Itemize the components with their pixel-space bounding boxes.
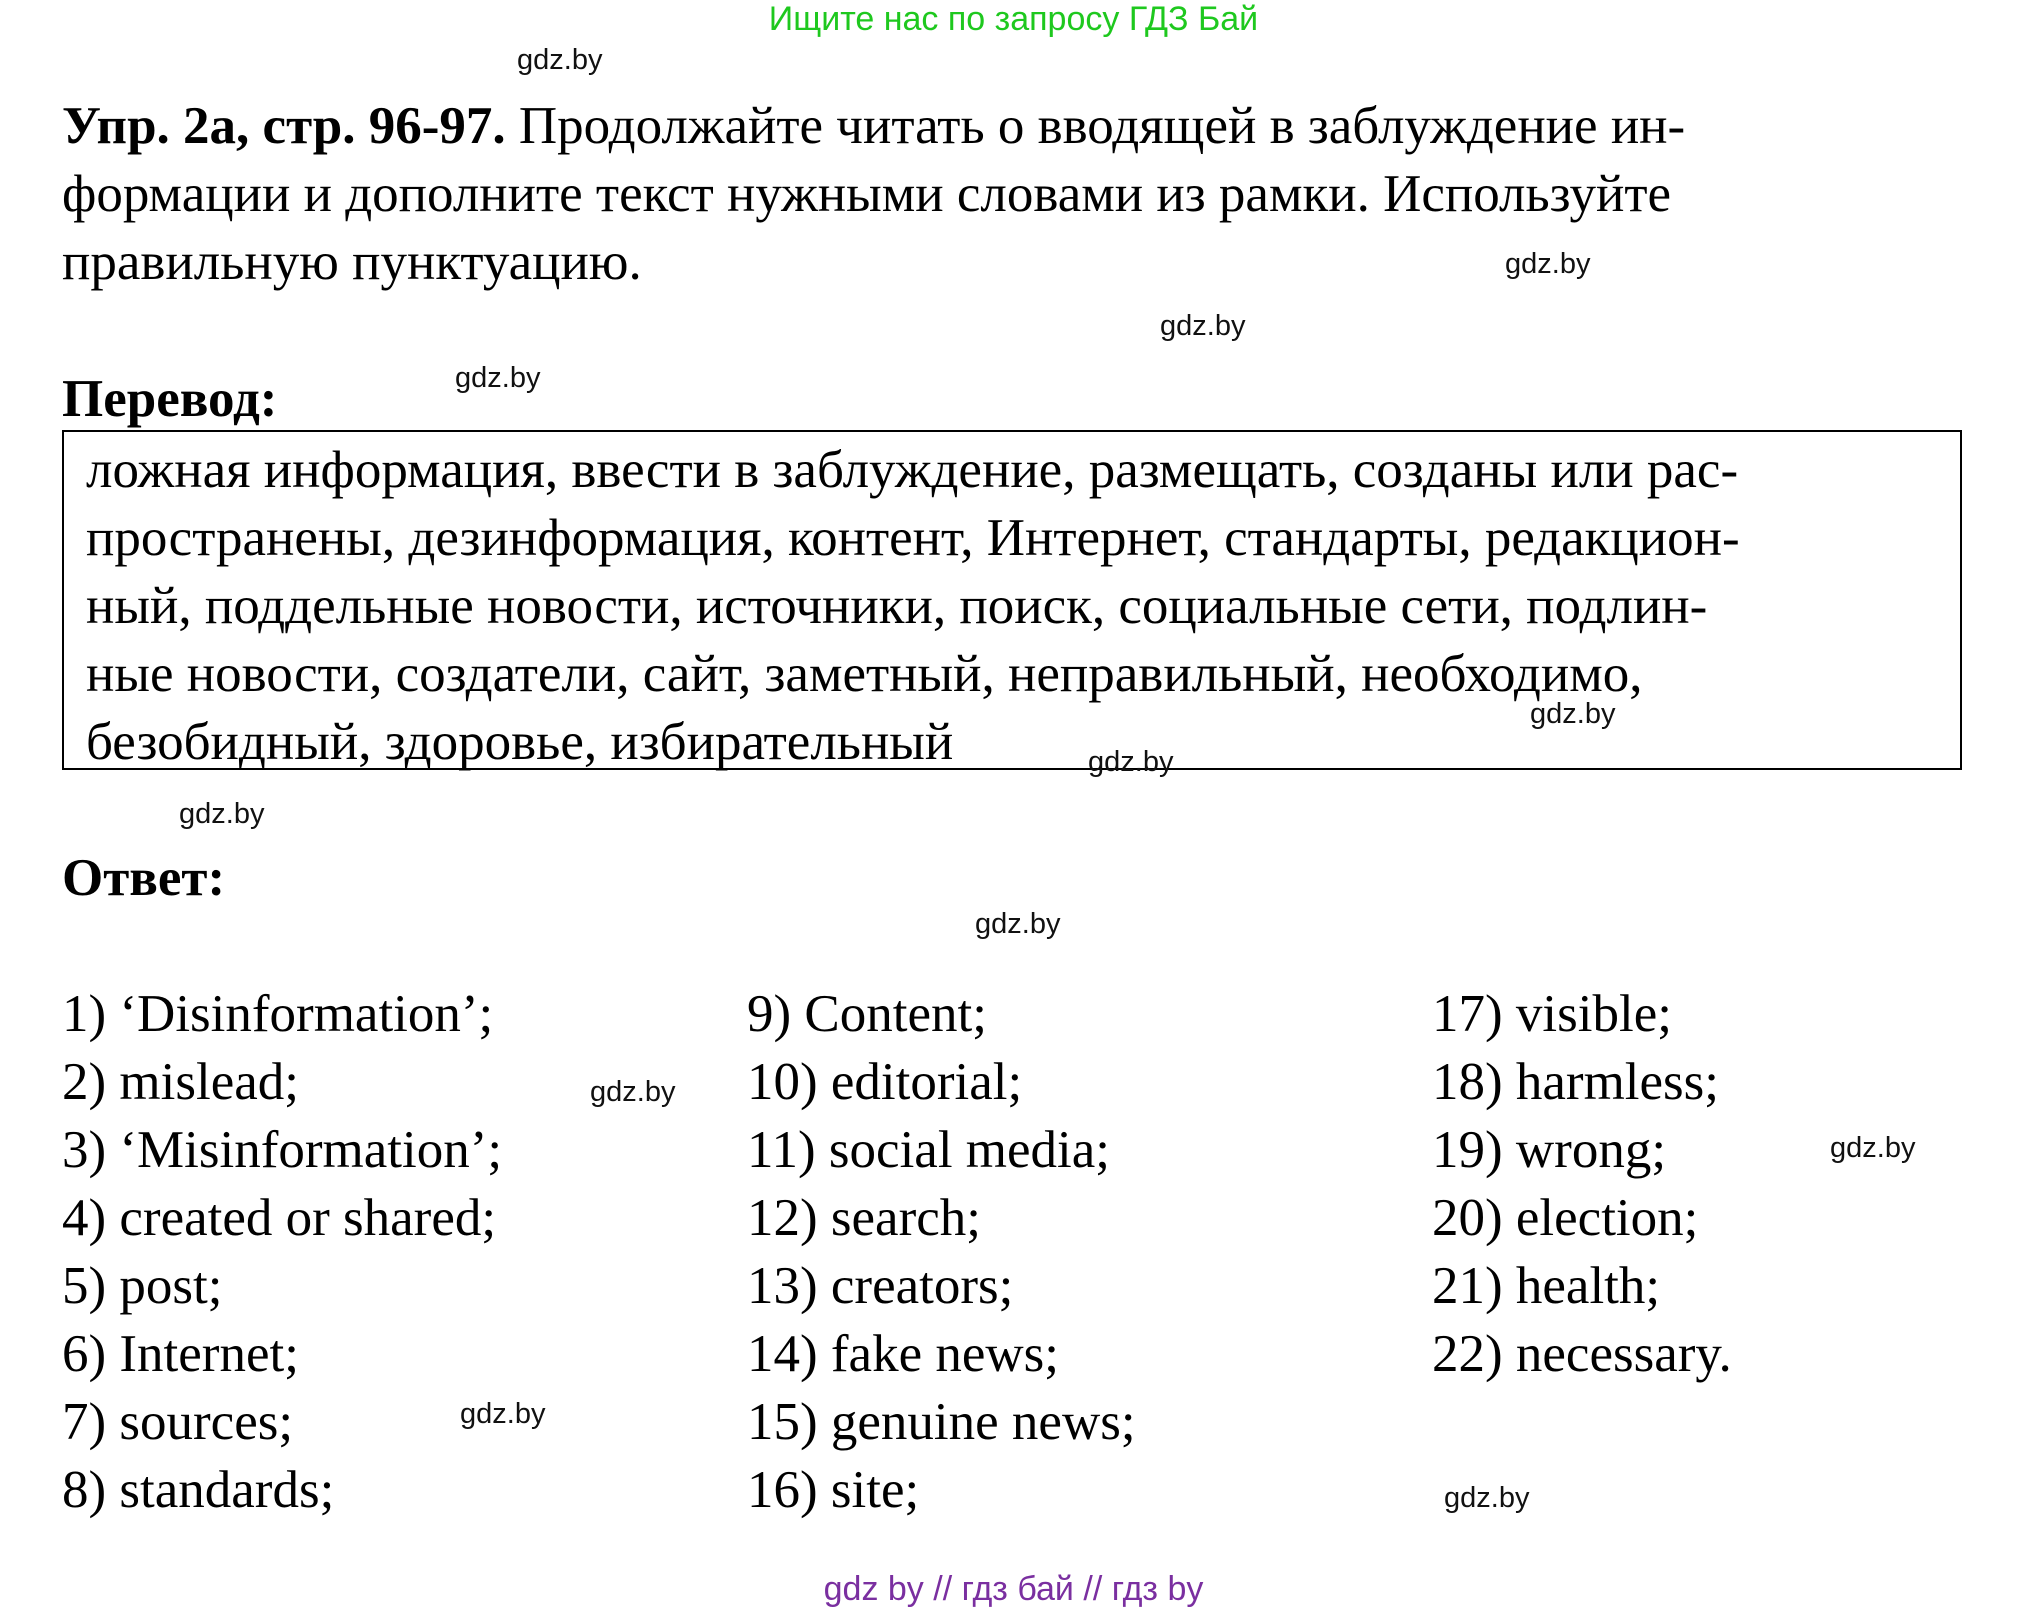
answer-item: 5) post; <box>62 1257 223 1315</box>
word-box-line: ложная информация, ввести в заблуждение, размещать, созданы или рас- <box>86 441 1739 499</box>
watermark: gdz.by <box>179 798 265 830</box>
answer-item: 13) creators; <box>747 1257 1014 1315</box>
answer-item: 4) created or shared; <box>62 1189 497 1247</box>
answer-item: 11) social media; <box>747 1121 1111 1179</box>
watermark: gdz.by <box>460 1398 546 1430</box>
watermark: gdz.by <box>975 908 1061 940</box>
word-box-line: ные новости, создатели, сайт, заметный, неправильный, необходимо, <box>86 645 1643 703</box>
watermark: gdz.by <box>1505 248 1591 280</box>
watermark: gdz.by <box>1088 746 1174 778</box>
answer-heading: Ответ: <box>62 849 226 907</box>
answer-item: 20) election; <box>1432 1189 1699 1247</box>
answer-item: 19) wrong; <box>1432 1121 1667 1179</box>
watermark: gdz.by <box>1530 698 1616 730</box>
answer-item: 16) site; <box>747 1461 920 1519</box>
answer-item: 21) health; <box>1432 1257 1661 1315</box>
answer-item: 7) sources; <box>62 1393 294 1451</box>
footer-links: gdz by // гдз бай // гдз by <box>823 1570 1204 1608</box>
translation-heading: Перевод: <box>62 370 278 428</box>
word-box-line: безобидный, здоровье, избирательный <box>86 713 954 771</box>
answer-item: 14) fake news; <box>747 1325 1059 1383</box>
answer-item: 8) standards; <box>62 1461 335 1519</box>
task-text: Продолжайте читать о вводящей в заблуждение ин- <box>518 97 1686 155</box>
answer-item: 15) genuine news; <box>747 1393 1136 1451</box>
answer-item: 2) mislead; <box>62 1053 299 1111</box>
word-box-line: ный, поддельные новости, источники, поиск, социальные сети, подлин- <box>86 577 1708 635</box>
watermark: gdz.by <box>517 44 603 76</box>
answer-item: 18) harmless; <box>1432 1053 1720 1111</box>
watermark: gdz.by <box>455 362 541 394</box>
watermark: gdz.by <box>1444 1482 1530 1514</box>
answer-item: 22) necessary. <box>1432 1325 1732 1383</box>
search-hint-banner: Ищите нас по запросу ГДЗ Бай <box>768 0 1259 38</box>
answer-item: 1) ‘Disinformation’; <box>62 985 494 1043</box>
answer-item: 9) Content; <box>747 985 987 1043</box>
answer-item: 3) ‘Misinformation’; <box>62 1121 503 1179</box>
watermark: gdz.by <box>1160 310 1246 342</box>
answer-item: 6) Internet; <box>62 1325 299 1383</box>
watermark: gdz.by <box>590 1076 676 1108</box>
task-line-2: формации и дополните текст нужными словами из рамки. Используйте <box>62 165 1672 223</box>
watermark: gdz.by <box>1830 1132 1916 1164</box>
answer-item: 12) search; <box>747 1189 981 1247</box>
task-line-3: правильную пунктуацию. <box>62 233 642 291</box>
answer-item: 17) visible; <box>1432 985 1672 1043</box>
answer-item: 10) editorial; <box>747 1053 1023 1111</box>
word-box-line: пространены, дезинформация, контент, Интернет, стандарты, редакцион- <box>86 509 1740 567</box>
task-label: Упр. 2а, стр. 96-97. <box>62 97 506 155</box>
task-line-1 <box>62 92 1685 160</box>
